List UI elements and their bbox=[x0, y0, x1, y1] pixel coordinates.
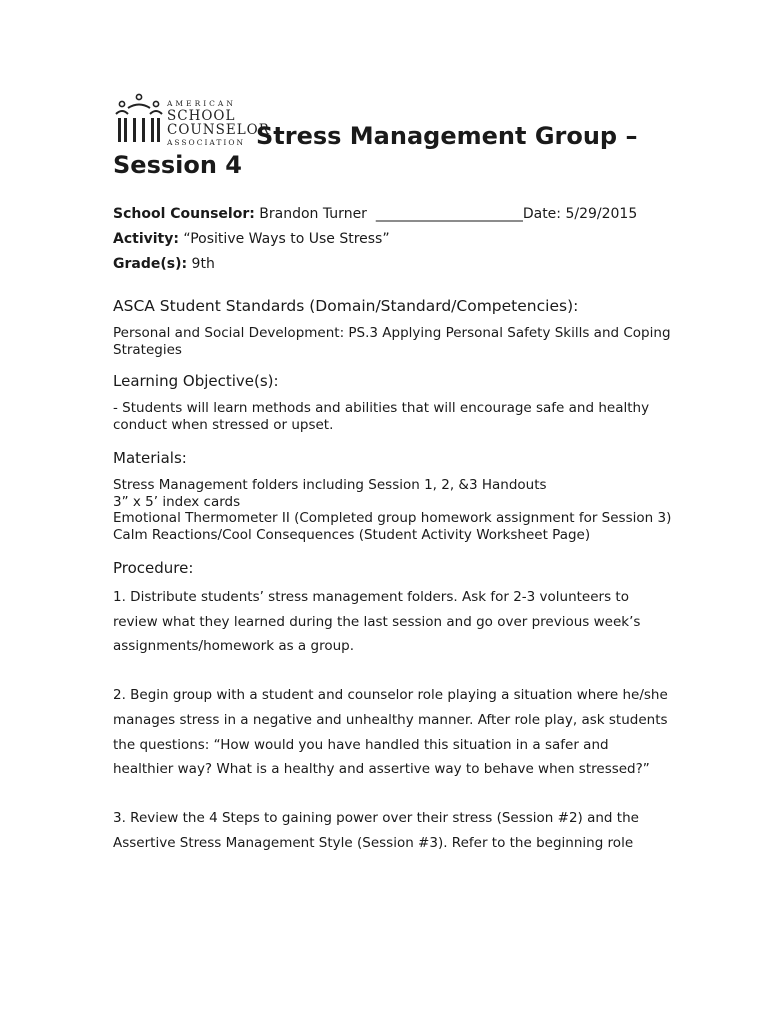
activity-label: Activity: bbox=[113, 231, 179, 247]
title-line-2: Session 4 bbox=[113, 151, 242, 179]
document-page bbox=[113, 92, 673, 856]
activity-line bbox=[113, 227, 673, 252]
procedure-step: 3. Review the 4 Steps to gaining power over their stress (Session #2) and the Assertive Stress Management Style (Session #3). Refer to the beginning role bbox=[113, 810, 639, 851]
counselor-value: Brandon Turner _____________________Date: 5/29/2015 bbox=[254, 206, 638, 222]
counselor-line bbox=[113, 202, 673, 227]
objectives-heading: Learning Objective(s): bbox=[113, 372, 279, 390]
logo-line-association: ASSOCIATION bbox=[167, 137, 246, 147]
grade-line bbox=[113, 252, 673, 277]
materials-section bbox=[113, 449, 673, 543]
asca-logo bbox=[113, 92, 270, 148]
activity-value: “Positive Ways to Use Stress” bbox=[178, 231, 390, 247]
procedure-step: 1. Distribute students’ stress management folders. Ask for 2-3 volunteers to review what they learned during the last session and go over previous week’s assignments/homework as a group. bbox=[113, 589, 641, 655]
counselor-label: School Counselor: bbox=[113, 206, 255, 222]
logo-line-counselor: COUNSELOR bbox=[167, 122, 270, 138]
procedure-heading: Procedure: bbox=[113, 559, 194, 577]
objectives-text: - Students will learn methods and abilities that will encourage safe and healthy conduct when stressed or upset. bbox=[113, 400, 650, 433]
procedure-section bbox=[113, 559, 673, 856]
header bbox=[113, 92, 673, 179]
logo-line-american: AMERICAN bbox=[167, 99, 236, 108]
materials-item: Emotional Thermometer II (Completed group homework assignment for Session 3) bbox=[113, 510, 672, 526]
title-line-1: Stress Management Group – bbox=[256, 122, 638, 150]
materials-item: Stress Management folders including Session 1, 2, &3 Handouts bbox=[113, 477, 547, 493]
logo-line-school: SCHOOL bbox=[167, 107, 236, 124]
meta-block bbox=[113, 202, 673, 277]
asca-pillars-logo-icon bbox=[113, 92, 165, 148]
grade-value: 9th bbox=[187, 256, 215, 272]
procedure-step: 2. Begin group with a student and counselor role playing a situation where he/she manages stress in a negative and unhealthy manner. After role play, ask students the questions: “How would you have handled this situation in a safer and healthier way? What is a healthy and assertive way to behave when stressed?” bbox=[113, 687, 668, 778]
materials-item: 3” x 5’ index cards bbox=[113, 493, 241, 510]
materials-heading: Materials: bbox=[113, 449, 187, 467]
objectives-section bbox=[113, 372, 673, 433]
standards-heading: ASCA Student Standards (Domain/Standard/Competencies): bbox=[113, 297, 579, 315]
standards-text: Personal and Social Development: PS.3 Applying Personal Safety Skills and Coping Strategies bbox=[113, 325, 671, 358]
materials-item: Calm Reactions/Cool Consequences (Student Activity Worksheet Page) bbox=[113, 526, 591, 543]
logo-wordmark bbox=[167, 100, 270, 146]
grade-label: Grade(s): bbox=[113, 256, 188, 272]
standards-section bbox=[113, 297, 673, 358]
